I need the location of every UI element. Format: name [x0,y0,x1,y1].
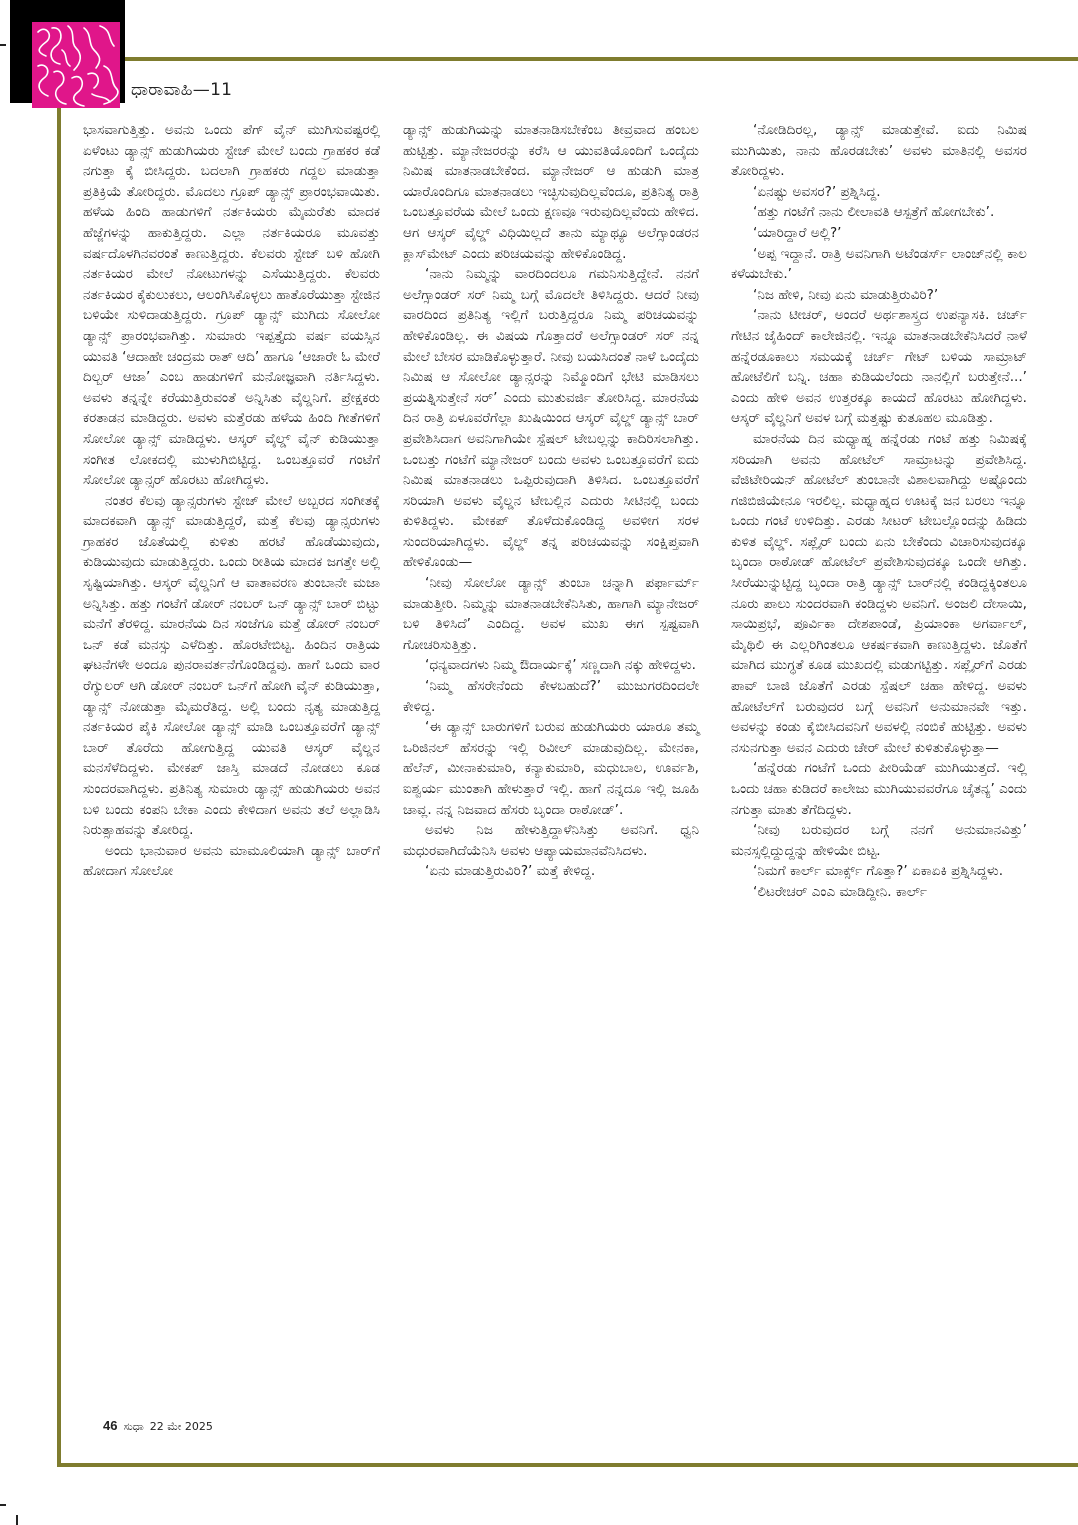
magazine-name: ಸುಧಾ [123,1420,144,1433]
paragraph: ‘ಅಪ್ಪ ಇದ್ದಾನೆ. ರಾತ್ರಿ ಅವನಿಗಾಗಿ ಅಟೆಂಡರ್ಸ್ ಲಾಂಜ್‌ನಲ್ಲಿ ಕಾಲ ಕಳೆಯಬೇಕು.’ [731,245,1027,283]
paragraph: ‘ಏನು ಮಾಡುತ್ತಿರುವಿರಿ?’ ಮತ್ತೆ ಕೇಳಿದ್ದ. [425,863,596,880]
paragraph: ‘ಹತ್ತು ಗಂಟೆಗೆ ನಾನು ಲೀಲಾವತಿ ಆಸ್ಪತ್ರೆಗೆ ಹೋಗಬೇಕು’. [753,204,995,221]
paragraph: ‘ನೀವು ಸೋಲೋ ಡ್ಯಾನ್ಸ್ ತುಂಬಾ ಚನ್ನಾಗಿ ಪರ್ಫಾರ್ಮ್ ಮಾಡುತ್ತೀರಿ. ನಿಮ್ಮನ್ನು ಮಾತನಾಡಬೇಕೆನಿಸಿತು, ಹಾಗಾಗಿ ಮ್ಯಾನೇಜರ್ ಬಳಿ ತಿಳಿಸಿದೆ’ ಎಂದಿದ್ದ. ಅವಳ ಮುಖ ಈಗ ಸ್ಪಷ್ಟವಾಗಿ ಗೋಚರಿಸುತ್ತಿತ್ತು. [403,575,699,653]
article-column-1 [83,120,380,882]
series-title: ಧಾರಾವಾಹಿ—11 [131,80,233,100]
page-footer [103,1418,213,1434]
frame-top-border [125,57,1078,61]
paragraph: ‘ಧನ್ಯವಾದಗಳು ನಿಮ್ಮ ಔದಾರ್ಯಕ್ಕೆ’ ಸಣ್ಣದಾಗಿ ನಕ್ಕು ಹೇಳಿದ್ದಳು. [425,657,696,674]
crop-mark [0,44,6,46]
issue-date: 22 ಮೇ 2025 [149,1420,213,1433]
paragraph: ಮಾರನೆಯ ದಿನ ಮಧ್ಯಾಹ್ನ ಹನ್ನೆರಡು ಗಂಟೆ ಹತ್ತು ನಿಮಿಷಕ್ಕೆ ಸರಿಯಾಗಿ ಅವನು ಹೋಟೆಲ್ ಸಾಮ್ರಾಟನ್ನು ಪ್ರವೇಶಿಸಿದ್ದ. ವೆಜಿಟೇರಿಯನ್ ಹೋಟೆಲ್ ತುಂಬಾನೇ ವಿಶಾಲವಾಗಿದ್ದು ಅಷ್ಟೊಂದು ಗಜಿಬಿಜಿಯೇನೂ ಇರಲಿಲ್ಲ. ಮಧ್ಯಾಹ್ನದ ಊಟಕ್ಕೆ ಜನ ಬರಲು ಇನ್ನೂ ಒಂದು ಗಂಟೆ ಉಳಿದಿತ್ತು. ಎರಡು ಸೀಟರ್ ಟೇಬಲ್ಲೊಂದನ್ನು ಹಿಡಿದು ಕುಳಿತ ವೈಲ್ಡ್. ಸಪ್ಲೈರ್ ಬಂದು ಏನು ಬೇಕೆಂದು ವಿಚಾರಿಸುವುದಕ್ಕೂ ಬೃಂದಾ ರಾಠೋಡ್ ಹೋಟೆಲ್ ಪ್ರವೇಶಿಸುವುದಕ್ಕೂ ಒಂದೇ ಆಗಿತ್ತು. ಸೀರೆಯುನ್ನುಟ್ಟಿದ್ದ ಬೃಂದಾ ರಾತ್ರಿ ಡ್ಯಾನ್ಸ್ ಬಾರ್‌ನಲ್ಲಿ ಕಂಡಿದ್ದಕ್ಕಿಂತಲೂ ನೂರು ಪಾಲು ಸುಂದರವಾಗಿ ಕಂಡಿದ್ದಳು ಅವನಿಗೆ. ಅಂಜಲಿ ದೇಸಾಯಿ, ಸಾಯಿಪ್ರಭೆ, ಪೂರ್ವಿಕಾ ದೇಶಪಾಂಡೆ, ಪ್ರಿಯಾಂಕಾ ಅಗರ್ವಾಲ್, ಮೈಥಿಲಿ ಈ ಎಲ್ಲರಿಗಿಂತಲೂ ಆಕರ್ಷಕವಾಗಿ ಕಾಣುತ್ತಿದ್ದಳು. ಜೊತೆಗೆ ಮಾಗಿದ ಮುಗ್ಧತೆ ಕೂಡ ಮುಖದಲ್ಲಿ ಮಡುಗಟ್ಟಿತ್ತು. ಸಪ್ಲೈರ್‌ಗೆ ಎರಡು ಪಾವ್ ಬಾಜಿ ಜೊತೆಗೆ ಎರಡು ಸ್ಪೆಷಲ್ ಚಹಾ ಹೇಳಿದ್ದ. ಅವಳು ಹೋಟೆಲ್‌ಗೆ ಬರುವುದರ ಬಗ್ಗೆ ಅವನಿಗೆ ಅನುಮಾನವೇ ಇತ್ತು. ಅವಳನ್ನು ಕಂಡು ಕೈಬೀಸಿದವನಿಗೆ ಅವಳಲ್ಲಿ ನಂಬಿಕೆ ಹುಟ್ಟಿತ್ತು. ಅವಳು ನಸುನಗುತ್ತಾ ಅವನ ಎದುರು ಚೇರ್ ಮೇಲೆ ಕುಳಿತುಕೊಳ್ಳುತ್ತಾ— [731,430,1027,756]
paragraph: ‘ನಿಮಗೆ ಕಾರ್ಲ್ ಮಾರ್ಕ್ಸ್ ಗೊತ್ತಾ?’ ಏಕಾಏಕಿ ಪ್ರಶ್ನಿಸಿದ್ದಳು. [753,863,1004,880]
paragraph: ‘ನಿಜ ಹೇಳಿ, ನೀವು ಏನು ಮಾಡುತ್ತಿರುವಿರಿ?’ [753,286,939,303]
page-number: 46 [103,1418,118,1433]
crop-mark [16,1515,18,1525]
paragraph: ‘ನಾನು ಟೀಚರ್, ಅಂದರೆ ಅರ್ಥಶಾಸ್ತ್ರದ ಉಪನ್ಯಾಸಕಿ. ಚರ್ಚ್ ಗೇಟಿನ ಜೈಹಿಂದ್ ಕಾಲೇಜಿನಲ್ಲಿ. ಇನ್ನೂ ಮಾತನಾಡಬೇಕೆನಿಸಿದರೆ ನಾಳೆ ಹನ್ನೆರಡೂಕಾಲು ಸಮಯಕ್ಕೆ ಚರ್ಚ್ ಗೇಟ್ ಬಳಿಯ ಸಾಮ್ರಾಟ್ ಹೋಟೆಲಿಗೆ ಬನ್ನಿ. ಚಹಾ ಕುಡಿಯಲೆಂದು ನಾನಲ್ಲಿಗೆ ಬರುತ್ತೇನೆ...’ ಎಂದು ಹೇಳಿ ಅವನ ಉತ್ತರಕ್ಕೂ ಕಾಯದೆ ಹೊರಟು ಹೋಗಿದ್ದಳು. ಆಸ್ಕರ್ ವೈಲ್ಡನಿಗೆ ಅವಳ ಬಗ್ಗೆ ಮತ್ತಷ್ಟು ಕುತೂಹಲ ಮೂಡಿತ್ತು. [731,307,1027,427]
paragraph: ಡ್ಯಾನ್ಸ್ ಹುಡುಗಿಯನ್ನು ಮಾತನಾಡಿಸಬೇಕೆಂಬ ತೀವ್ರವಾದ ಹಂಬಲ ಹುಟ್ಟಿತ್ತು. ಮ್ಯಾನೇಜರರನ್ನು ಕರೆಸಿ ಆ ಯುವತಿಯೊಂದಿಗೆ ಒಂದೈದು ನಿಮಿಷ ಮಾತನಾಡಬೇಕೆಂದ. ಮ್ಯಾನೇಜರ್ ಆ ಹುಡುಗಿ ಮಾತ್ರ ಯಾರೊಂದಿಗೂ ಮಾತನಾಡಲು ಇಚ್ಛಿಸುವುದಿಲ್ಲವೆಂದೂ, ಪ್ರತಿನಿತ್ಯ ರಾತ್ರಿ ಒಂಬತ್ತೂವರೆಯ ಮೇಲೆ ಒಂದು ಕ್ಷಣವೂ ಇರುವುದಿಲ್ಲವೆಂದು ಹೇಳಿದ. ಆಗ ಆಸ್ಕರ್ ವೈಲ್ಡ್ ವಿಧಿಯಿಲ್ಲದೆ ತಾನು ಮ್ಯಾಥ್ಯೂ ಅಲೆಗ್ಸಾಂಡರನ ಕ್ಲಾಸ್‌ಮೇಟ್ ಎಂದು ಪರಿಚಯವನ್ನು ಹೇಳಿಕೊಂಡಿದ್ದ. [403,122,699,262]
paragraph: ‘ಏನಷ್ಟು ಅವಸರ?’ ಪ್ರಶ್ನಿಸಿದ್ದ. [753,183,881,200]
paragraph: ‘ನಿಮ್ಮ ಹೆಸರೇನೆಂದು ಕೇಳಬಹುದೆ?’ ಮುಜುಗರದಿಂದಲೇ ಕೇಳಿದ್ದ. [403,678,699,715]
paragraph: ‘ಈ ಡ್ಯಾನ್ಸ್ ಬಾರುಗಳಿಗೆ ಬರುವ ಹುಡುಗಿಯರು ಯಾರೂ ತಮ್ಮ ಒರಿಜಿನಲ್ ಹೆಸರನ್ನು ಇಲ್ಲಿ ರಿವೀಲ್ ಮಾಡುವುದಿಲ್ಲ. ಮೇನಕಾ, ಹೆಲೆನ್, ಮೀನಾಕುಮಾರಿ, ಕನ್ಯಾಕುಮಾರಿ, ಮಧುಬಾಲ, ಊರ್ವಶಿ, ಐಶ್ವರ್ಯ ಮುಂತಾಗಿ ಹೇಳುತ್ತಾರೆ ಇಲ್ಲಿ. ಹಾಗೆ ನನ್ನದೂ ಇಲ್ಲಿ ಜೂಹಿ ಚಾವ್ಲ. ನನ್ನ ನಿಜವಾದ ಹೆಸರು ಬೃಂದಾ ರಾಠೋಡ್’. [403,719,699,818]
paragraph: ನಂತರ ಕೆಲವು ಡ್ಯಾನ್ಸರುಗಳು ಸ್ಟೇಜ್ ಮೇಲೆ ಅಬ್ಬರದ ಸಂಗೀತಕ್ಕೆ ಮಾದಕವಾಗಿ ಡ್ಯಾನ್ಸ್ ಮಾಡುತ್ತಿದ್ದರೆ, ಮತ್ತೆ ಕೆಲವು ಡ್ಯಾನ್ಸರುಗಳು ಗ್ರಾಹಕರ ಜೊತೆಯಲ್ಲಿ ಕುಳಿತು ಹರಟೆ ಹೊಡೆಯುವುದು, ಕುಡಿಯುವುದು ಮಾಡುತ್ತಿದ್ದರು. ಒಂದು ರೀತಿಯ ಮಾದಕ ಜಗತ್ತೇ ಅಲ್ಲಿ ಸೃಷ್ಟಿಯಾಗಿತ್ತು. ಆಸ್ಕರ್ ವೈಲ್ಡನಿಗೆ ಆ ವಾತಾವರಣ ತುಂಬಾನೇ ಮಜಾ ಅನ್ನಿಸಿತ್ತು. ಹತ್ತು ಗಂಟೆಗೆ ಡೋರ್ ನಂಬರ್ ಒನ್ ಡ್ಯಾನ್ಸ್ ಬಾರ್ ಬಿಟ್ಟು ಮನೆಗೆ ತೆರಳಿದ್ದ. ಮಾರನೆಯ ದಿನ ಸಂಜೆಗೂ ಮತ್ತೆ ಡೋರ್ ನಂಬರ್ ಒನ್ ಕಡೆ ಮನಸ್ಸು ಎಳೆದಿತ್ತು. ಹೊರಟೇಬಿಟ್ಟ. ಹಿಂದಿನ ರಾತ್ರಿಯ ಘಟನೆಗಳೇ ಅಂದೂ ಪುನರಾವರ್ತನೆಗೊಂಡಿದ್ದವು. ಹಾಗೆ ಒಂದು ವಾರ ರೆಗ್ಯುಲರ್ ಆಗಿ ಡೋರ್ ನಂಬರ್ ಒನ್‌ಗೆ ಹೋಗಿ ವೈನ್ ಕುಡಿಯುತ್ತಾ, ಡ್ಯಾನ್ಸ್ ನೋಡುತ್ತಾ ಮೈಮರೆತಿದ್ದ. ಅಲ್ಲಿ ಬಂದು ನೃತ್ಯ ಮಾಡುತ್ತಿದ್ದ ನರ್ತಕಿಯರ ಪೈಕಿ ಸೋಲೋ ಡ್ಯಾನ್ಸ್ ಮಾಡಿ ಒಂಬತ್ತೂವರೆಗೆ ಡ್ಯಾನ್ಸ್ ಬಾರ್ ತೊರೆದು ಹೋಗುತ್ತಿದ್ದ ಯುವತಿ ಆಸ್ಕರ್ ವೈಲ್ಡನ ಮನಸೆಳೆದಿದ್ದಳು. ಮೇಕಪ್ ಜಾಸ್ತಿ ಮಾಡದೆ ನೋಡಲು ಕೂಡ ಸುಂದರವಾಗಿದ್ದಳು. ಪ್ರತಿನಿತ್ಯ ಸುಮಾರು ಡ್ಯಾನ್ಸ್ ಹುಡುಗಿಯರು ಅವನ ಬಳಿ ಬಂದು ಕಂಪನಿ ಬೇಕಾ ಎಂದು ಕೇಳಿದಾಗ ಅವನು ತಲೆ ಅಲ್ಲಾಡಿಸಿ ನಿರುತ್ಸಾಹವನ್ನು ತೋರಿದ್ದ. [83,492,380,839]
paragraph: ‘ನೋಡಿದಿರಲ್ಲ, ಡ್ಯಾನ್ಸ್ ಮಾಡುತ್ತೇವೆ. ಐದು ನಿಮಿಷ ಮುಗಿಯಿತು, ನಾನು ಹೊರಡಬೇಕು’ ಅವಳು ಮಾತಿನಲ್ಲಿ ಅವಸರ ತೋರಿದ್ದಳು. [731,122,1027,180]
paragraph: ‘ನಾನು ನಿಮ್ಮನ್ನು ವಾರದಿಂದಲೂ ಗಮನಿಸುತ್ತಿದ್ದೇನೆ. ನನಗೆ ಅಲೆಗ್ಸಾಂಡರ್ ಸರ್ ನಿಮ್ಮ ಬಗ್ಗೆ ಮೊದಲೇ ತಿಳಿಸಿದ್ದರು. ಆದರೆ ನೀವು ವಾರದಿಂದ ಪ್ರತಿನಿತ್ಯ ಇಲ್ಲಿಗೆ ಬರುತ್ತಿದ್ದರೂ ನಿಮ್ಮ ಪರಿಚಯವನ್ನು ಹೇಳಿಕೊಂಡಿಲ್ಲ. ಈ ವಿಷಯ ಗೊತ್ತಾದರೆ ಅಲೆಗ್ಸಾಂಡರ್ ಸರ್ ನನ್ನ ಮೇಲೆ ಬೇಸರ ಮಾಡಿಕೊಳ್ಳುತ್ತಾರೆ. ನೀವು ಬಯಸಿದಂತೆ ನಾಳೆ ಒಂದೈದು ನಿಮಿಷ ಆ ಸೋಲೋ ಡ್ಯಾನ್ಸರನ್ನು ನಿಮ್ಮೊಂದಿಗೆ ಭೇಟಿ ಮಾಡಿಸಲು ಪ್ರಯತ್ನಿಸುತ್ತೇನೆ ಸರ್’ ಎಂದು ಮುತುವರ್ಜಿ ತೋರಿಸಿದ್ದ. ಮಾರನೆಯ ದಿನ ರಾತ್ರಿ ಏಳೂವರೆಗೆಲ್ಲಾ ಖುಷಿಯಿಂದ ಆಸ್ಕರ್ ವೈಲ್ಡ್ ಡ್ಯಾನ್ಸ್ ಬಾರ್ ಪ್ರವೇಶಿಸಿದಾಗ ಅವನಿಗಾಗಿಯೇ ಸ್ಪೆಷಲ್ ಟೇಬಲ್ಲನ್ನು ಕಾದಿರಿಸಲಾಗಿತ್ತು. ಒಂಬತ್ತು ಗಂಟೆಗೆ ಮ್ಯಾನೇಜರ್ ಬಂದು ಅವಳು ಒಂಬತ್ತೂವರೆಗೆ ಐದು ನಿಮಿಷ ಮಾತನಾಡಲು ಒಪ್ಪಿರುವುದಾಗಿ ತಿಳಿಸಿದ. ಒಂಬತ್ತೂವರೆಗೆ ಸರಿಯಾಗಿ ಅವಳು ವೈಲ್ಡನ ಟೇಬಲ್ಲಿನ ಎದುರು ಸೀಟಿನಲ್ಲಿ ಬಂದು ಕುಳಿತಿದ್ದಳು. ಮೇಕಪ್ ತೊಳೆದುಕೊಂಡಿದ್ದ ಅವಳೀಗ ಸರಳ ಸುಂದರಿಯಾಗಿದ್ದಳು. ವೈಲ್ಡ್ ತನ್ನ ಪರಿಚಯವನ್ನು ಸಂಕ್ಷಿಪ್ತವಾಗಿ ಹೇಳಿಕೊಂಡು— [403,266,699,571]
paragraph: ಭಾಸವಾಗುತ್ತಿತ್ತು. ಅವನು ಒಂದು ಪೆಗ್ ವೈನ್ ಮುಗಿಸುವಷ್ಟರಲ್ಲಿ ಏಳೆಂಟು ಡ್ಯಾನ್ಸ್ ಹುಡುಗಿಯರು ಸ್ಟೇಜ್ ಮೇಲೆ ಬಂದು ಗ್ರಾಹಕರ ಕಡೆ ನಗುತ್ತಾ ಕೈ ಬೀಸಿದ್ದರು. ಬದಲಾಗಿ ಗ್ರಾಹಕರು ಗದ್ದಲ ಮಾಡುತ್ತಾ ಪ್ರತಿಕ್ರಿಯೆ ತೋರಿದ್ದರು. ಮೊದಲು ಗ್ರೂಪ್ ಡ್ಯಾನ್ಸ್ ಪ್ರಾರಂಭವಾಯಿತು. ಹಳೆಯ ಹಿಂದಿ ಹಾಡುಗಳಿಗೆ ನರ್ತಕಿಯರು ಮೈಮರೆತು ಮಾದಕ ಹೆಜ್ಜೆಗಳನ್ನು ಹಾಕುತ್ತಿದ್ದರು. ಎಲ್ಲಾ ನರ್ತಕಿಯರೂ ಮೂವತ್ತು ವರ್ಷದೊಳಗಿನವರಂತೆ ಕಾಣುತ್ತಿದ್ದರು. ಕೆಲವರು ಸ್ಟೇಜ್ ಬಳಿ ಹೋಗಿ ನರ್ತಕಿಯರ ಮೇಲೆ ನೋಟುಗಳನ್ನು ಎಸೆಯುತ್ತಿದ್ದರು. ಕೆಲವರು ನರ್ತಕಿಯರ ಕೈಕುಲುಕಲು, ಆಲಂಗಿಸಿಕೊಳ್ಳಲು ಹಾತೊರೆಯುತ್ತಾ ಸ್ಟೇಜಿನ ಬಳಿಯೇ ಸುಳಿದಾಡುತ್ತಿದ್ದರು. ಗ್ರೂಪ್ ಡ್ಯಾನ್ಸ್ ಮುಗಿದು ಸೋಲೋ ಡ್ಯಾನ್ಸ್ ಪ್ರಾರಂಭವಾಗಿತ್ತು. ಸುಮಾರು ಇಪ್ಪತ್ತೈದು ವರ್ಷ ವಯಸ್ಸಿನ ಯುವತಿ ‘ಆದಾಹೇ ಚಂದ್ರಮ ರಾತ್ ಆದಿ’ ಹಾಗೂ ‘ಆಜಾರೇ ಓ ಮೇರೆ ದಿಲ್ಬರ್ ಆಜಾ’ ಎಂಬ ಹಾಡುಗಳಿಗೆ ಮನೋಜ್ಞವಾಗಿ ನರ್ತಿಸಿದ್ದಳು. ಅವಳು ತನ್ನನ್ನೇ ಕರೆಯುತ್ತಿರುವಂತೆ ಅನ್ನಿಸಿತು ವೈಲ್ಡನಿಗೆ. ಪ್ರೇಕ್ಷಕರು ಕರತಾಡನ ಮಾಡಿದ್ದರು. ಅವಳು ಮತ್ತೆರಡು ಹಳೆಯ ಹಿಂದಿ ಗೀತೆಗಳಿಗೆ ಸೋಲೋ ಡ್ಯಾನ್ಸ್ ಮಾಡಿದ್ದಳು. ಆಸ್ಕರ್ ವೈಲ್ಡ್ ವೈನ್ ಕುಡಿಯುತ್ತಾ ಸಂಗೀತ ಲೋಕದಲ್ಲಿ ಮುಳುಗಿಬಿಟ್ಟಿದ್ದ. ಒಂಬತ್ತೂವರೆ ಗಂಟೆಗೆ ಸೋಲೋ ಡ್ಯಾನ್ಸರ್ ಹೊರಟು ಹೋಗಿದ್ದಳು. [83,122,380,489]
paragraph: ‘ಹನ್ನೆರಡು ಗಂಟೆಗೆ ಒಂದು ಪೀರಿಯೆಡ್ ಮುಗಿಯುತ್ತದೆ. ಇಲ್ಲಿ ಒಂದು ಚಹಾ ಕುಡಿದರೆ ಕಾಲೇಜು ಮುಗಿಯುವವರೆಗೂ ಚೈತನ್ಯ’ ಎಂದು ನಗುತ್ತಾ ಮಾತು ತೆಗೆದಿದ್ದಳು. [731,760,1027,818]
paragraph: ಅವಳು ನಿಜ ಹೇಳುತ್ತಿದ್ದಾಳೆನಿಸಿತ್ತು ಅವನಿಗೆ. ಧ್ವನಿ ಮಧುರವಾಗಿದೆಯೆನಿಸಿ ಅವಳು ಆಪ್ಯಾಯಮಾನವೆನಿಸಿದಳು. [403,822,699,859]
paragraph: ಅಂದು ಭಾನುವಾರ ಅವನು ಮಾಮೂಲಿಯಾಗಿ ಡ್ಯಾನ್ಸ್ ಬಾರ್‌ಗೆ ಹೋದಾಗ ಸೋಲೋ [83,842,380,880]
article-column-2 [403,120,699,882]
crop-mark [0,1504,6,1506]
paragraph: ‘ನೀವು ಬರುವುದರ ಬಗ್ಗೆ ನನಗೆ ಅನುಮಾನವಿತ್ತು’ ಮನಸ್ಸಲ್ಲಿದ್ದುದ್ದನ್ನು ಹೇಳಿಯೇ ಬಿಟ್ಟ. [731,822,1027,859]
paragraph: ‘ಯಾರಿದ್ದಾರೆ ಅಲ್ಲಿ?’ [753,224,842,241]
paragraph: ‘ಲಿಟರೇಚರ್ ಎಂಎ ಮಾಡಿದ್ದೀನಿ. ಕಾರ್ಲ್ [753,883,928,900]
frame-left-border [57,108,61,1467]
frame-bottom-border [57,1463,1078,1467]
article-column-3 [731,120,1027,903]
pink-maze-pattern-icon [32,22,120,108]
